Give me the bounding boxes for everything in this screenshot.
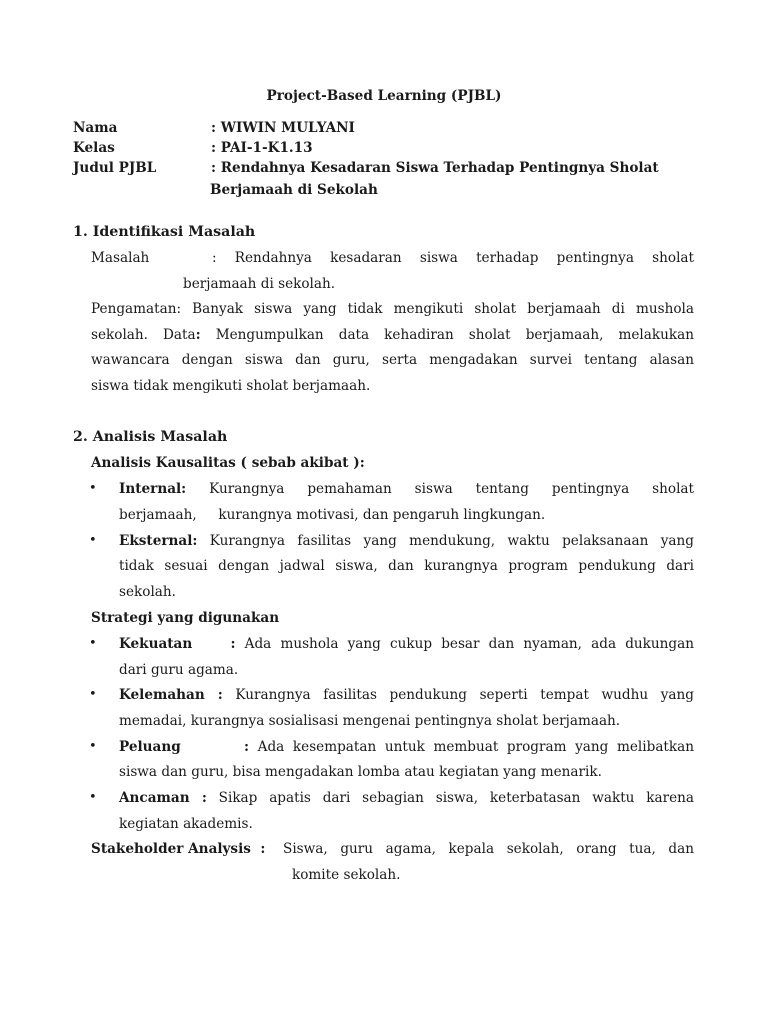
pengamatan-line-4: siswa tidak mengikuti sholat berjamaah. — [91, 378, 371, 394]
pengamatan-text-a: sekolah. Data — [91, 327, 196, 343]
masalah-label: Masalah — [91, 250, 150, 266]
ancaman-label: Ancaman : — [119, 790, 207, 806]
eksternal-line-3: sekolah. — [119, 584, 176, 600]
pengamatan-text-c: Mengumpulkan data kehadiran sholat berjamaah, melakukan — [200, 327, 694, 343]
section-heading-identifikasi: 1. Identifikasi Masalah — [73, 224, 256, 240]
stakeholder-label: Stakeholder Analysis : — [91, 841, 266, 857]
kelemahan-line-2: memadai, kurangnya sosialisasi mengenai pentingnya sholat berjamaah. — [119, 713, 621, 729]
bullet-icon: • — [89, 790, 97, 805]
peluang-text: Ada kesempatan untuk membuat program yang melibatkan — [249, 739, 694, 755]
internal-line-1 — [119, 481, 694, 497]
judul-label: Judul PJBL — [73, 160, 157, 176]
eksternal-line-2: tidak sesuai dengan jadwal siswa, dan kurangnya program pendukung dari — [119, 558, 694, 574]
kekuatan-text: Ada mushola yang cukup besar dan nyaman, ada dukungan — [235, 636, 694, 652]
bullet-icon: • — [89, 687, 97, 702]
masalah-text-cont: berjamaah di sekolah. — [183, 276, 336, 292]
nama-label: Nama — [73, 120, 118, 136]
kelemahan-line-1 — [119, 687, 694, 703]
pengamatan-line-1: Pengamatan: Banyak siswa yang tidak mengikuti sholat berjamaah di mushola — [91, 301, 694, 317]
peluang-line-2: siswa dan guru, bisa mengadakan lomba atau kegiatan yang menarik. — [119, 764, 602, 780]
kelemahan-text: Kurangnya fasilitas pendukung seperti tempat wudhu yang — [222, 687, 694, 703]
stakeholder-text: Siswa, guru agama, kepala sekolah, orang tua, dan — [283, 841, 694, 857]
strategi-heading: Strategi yang digunakan — [91, 610, 280, 626]
peluang-label: Peluang : — [119, 739, 250, 755]
masalah-text: : Rendahnya kesadaran siswa terhadap pentingnya sholat — [212, 250, 694, 266]
stakeholder-text-cont: komite sekolah. — [292, 867, 401, 883]
kekuatan-line-1 — [119, 636, 694, 652]
judul-value: : Rendahnya Kesadaran Siswa Terhadap Pentingnya Sholat — [211, 160, 659, 176]
ancaman-line-2: kegiatan akademis. — [119, 816, 253, 832]
ancaman-line-1 — [119, 790, 694, 806]
section-heading-analisis: 2. Analisis Masalah — [73, 429, 228, 445]
nama-value: : WIWIN MULYANI — [211, 120, 355, 136]
document-title: Project-Based Learning (PJBL) — [266, 88, 502, 104]
internal-line-2: berjamaah, kurangnya motivasi, dan pengaruh lingkungan. — [119, 507, 546, 523]
internal-label: Internal: — [119, 481, 187, 497]
eksternal-line-1 — [119, 533, 694, 549]
bullet-icon: • — [89, 636, 97, 651]
pengamatan-colon: : — [195, 327, 201, 343]
eksternal-label: Eksternal: — [119, 533, 198, 549]
peluang-line-1 — [119, 739, 694, 755]
kekuatan-label: Kekuatan : — [119, 636, 236, 652]
judul-value-continued: Berjamaah di Sekolah — [210, 182, 378, 198]
ancaman-text: Sikap apatis dari sebagian siswa, keterbatasan waktu karena — [206, 790, 694, 806]
kelemahan-label: Kelemahan : — [119, 687, 223, 703]
eksternal-text: Kurangnya fasilitas yang mendukung, waktu pelaksanaan yang — [197, 533, 694, 549]
bullet-icon: • — [89, 739, 97, 754]
pengamatan-line-3: wawancara dengan siswa dan guru, serta mengadakan survei tentang alasan — [91, 352, 694, 368]
bullet-icon: • — [89, 533, 97, 548]
kelas-label: Kelas — [73, 140, 115, 156]
internal-text: Kurangnya pemahaman siswa tentang pentingnya sholat — [186, 481, 694, 497]
kausalitas-heading: Analisis Kausalitas ( sebab akibat ): — [91, 455, 365, 471]
pengamatan-line-2 — [91, 327, 694, 343]
bullet-icon: • — [89, 481, 97, 496]
kekuatan-line-2: dari guru agama. — [119, 662, 239, 678]
kelas-value: : PAI-1-K1.13 — [211, 140, 313, 156]
